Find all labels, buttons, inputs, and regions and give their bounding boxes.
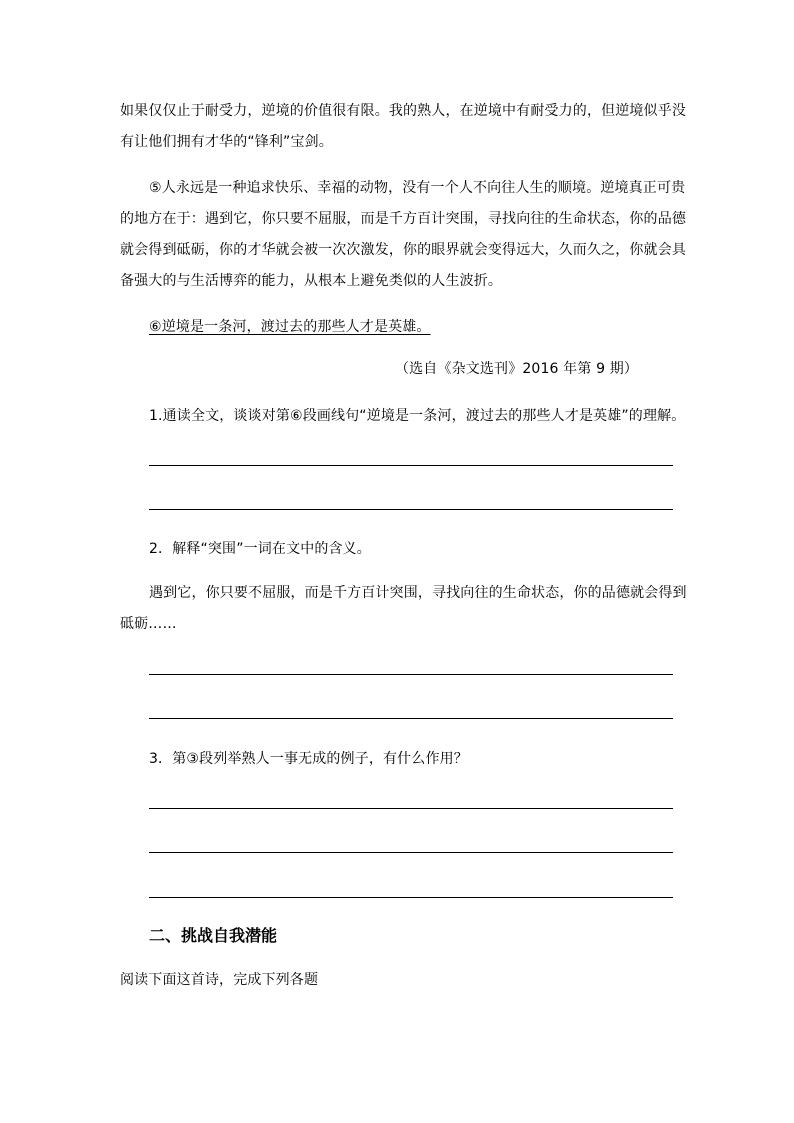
paragraph-5-line-4: 备强大的与生活博弈的能力，从根本上避免类似的人生波折。 — [120, 273, 503, 289]
answer-line-q2-2[interactable] — [149, 718, 673, 719]
question-1: 1.通读全文，谈谈对第⑥段画线句“逆境是一条河，渡过去的那些人才是英雄”的理解。 — [149, 408, 686, 424]
question-3: 3．第③段列举熟人一事无成的例子，有什么作用？ — [149, 751, 468, 767]
section-2-heading: 二、挑战自我潜能 — [149, 926, 278, 945]
answer-line-q3-1[interactable] — [149, 808, 673, 809]
paragraph-5-line-1: ⑤人永远是一种追求快乐、幸福的动物，没有一个人不向往人生的顺境。逆境真正可贵 — [149, 180, 686, 196]
paragraph-5-line-3: 就会得到砥砺，你的才华就会被一次次激发，你的眼界就会变得远大，久而久之，你就会具 — [120, 242, 686, 258]
paragraph-4-line-2: 有让他们拥有才华的“锋利”宝剑。 — [120, 134, 333, 150]
section-2-instruction: 阅读下面这首诗，完成下列各题 — [120, 972, 319, 988]
answer-line-q2-1[interactable] — [149, 674, 673, 675]
paragraph-5-line-2: 的地方在于：遇到它，你只要不屈服，而是千方百计突围，寻找向往的生命状态，你的品德 — [120, 211, 686, 227]
question-2-quote-line-1: 遇到它，你只要不屈服，而是千方百计突围，寻找向往的生命状态，你的品德就会得到 — [149, 585, 687, 601]
answer-line-q1-2[interactable] — [149, 509, 673, 510]
paragraph-4-line-1: 如果仅仅止于耐受力，逆境的价值很有限。我的熟人，在逆境中有耐受力的，但逆境似乎没 — [120, 103, 686, 119]
answer-line-q1-1[interactable] — [149, 465, 673, 466]
answer-line-q3-2[interactable] — [149, 852, 673, 853]
paragraph-6-underlined-sentence: ⑥逆境是一条河，渡过去的那些人才是英雄。 — [149, 319, 431, 335]
source-citation: （选自《杂文选刊》2016 年第 9 期） — [395, 361, 639, 377]
answer-line-q3-3[interactable] — [149, 897, 673, 898]
question-2-quote-line-2: 砥砺…… — [120, 616, 177, 632]
question-2: 2．解释“突围”一词在文中的含义。 — [149, 541, 371, 557]
